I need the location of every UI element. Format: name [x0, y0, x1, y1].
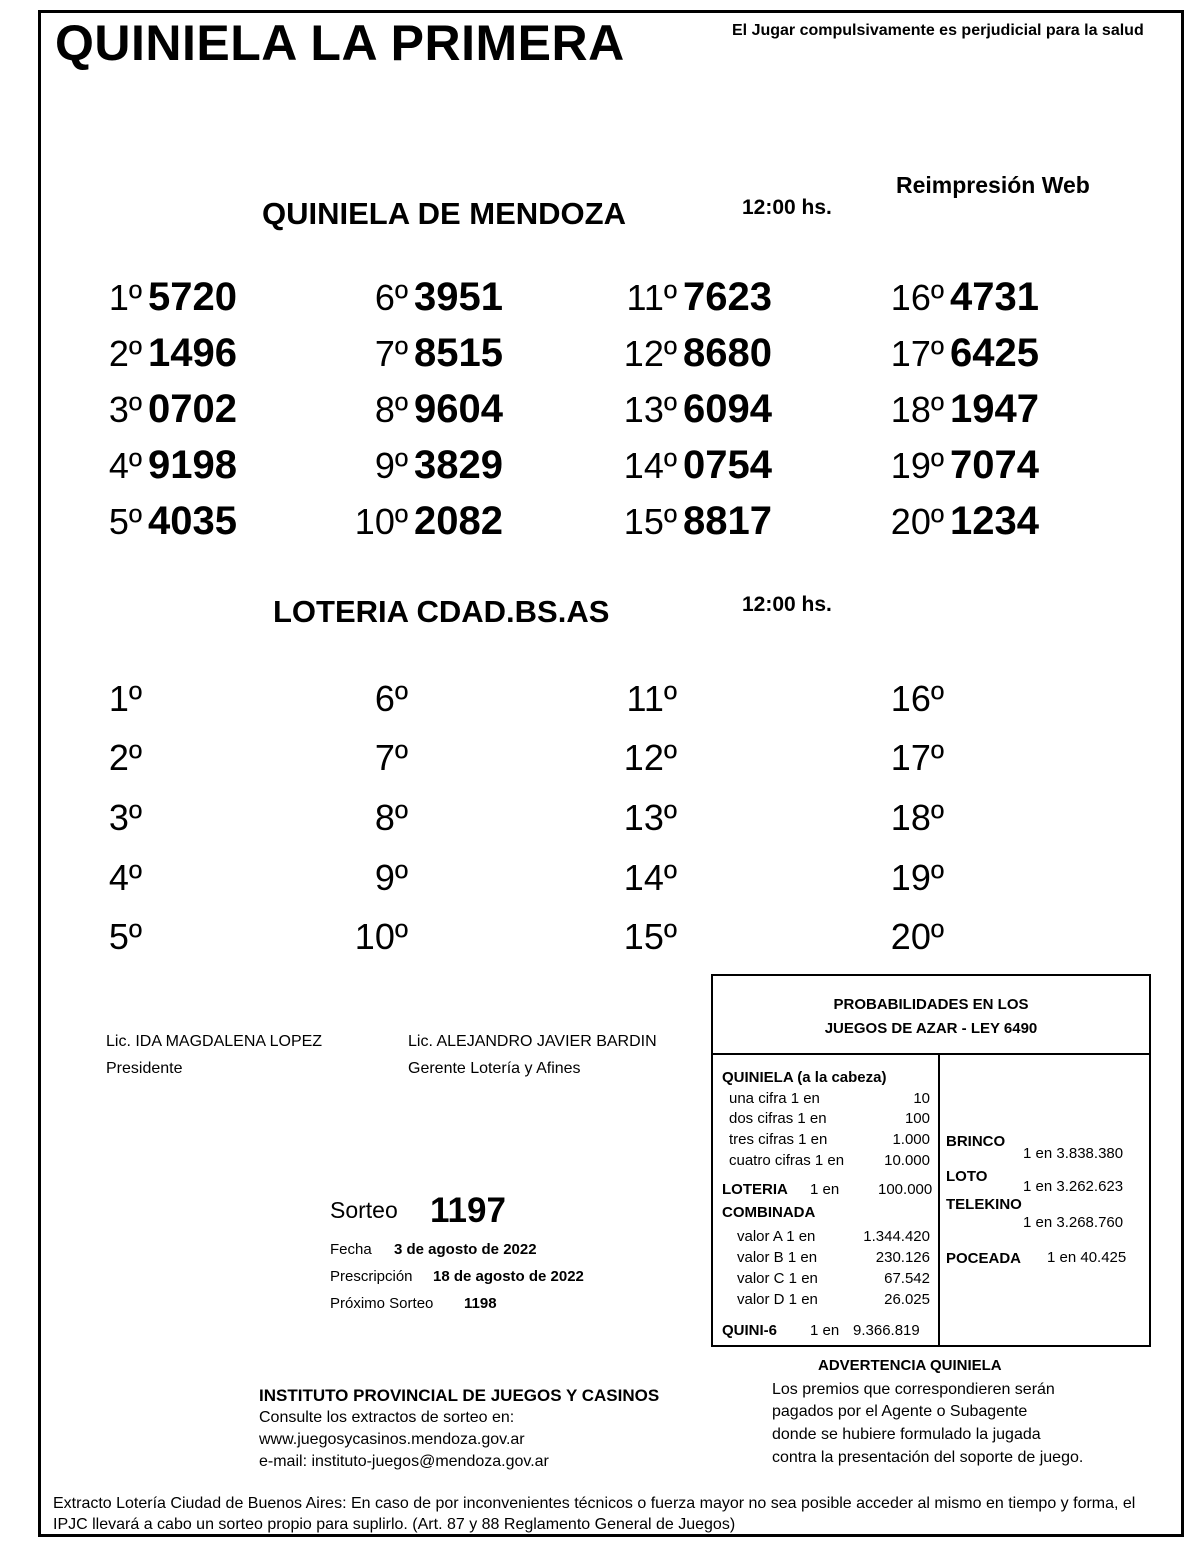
- mendoza-number: 4035: [148, 499, 237, 543]
- mendoza-ordinal: 2º: [108, 333, 142, 374]
- loteria-time: 12:00 hs.: [742, 593, 832, 616]
- institute-name: INSTITUTO PROVINCIAL DE JUEGOS Y CASINOS: [259, 1386, 660, 1405]
- quini6-prob-text: 1 en: [810, 1322, 840, 1339]
- combinada_rows-value: 1.344.420: [863, 1228, 930, 1245]
- combinada_rows-value: 67.542: [884, 1270, 930, 1287]
- loteria-result-8: [348, 795, 414, 840]
- mendoza-ordinal: 20º: [890, 501, 944, 542]
- loteria-result-3: [100, 795, 148, 840]
- manager-role: Gerente Lotería y Afines: [408, 1060, 581, 1077]
- mendoza-number: 7074: [950, 443, 1039, 487]
- loteria-ordinal: 2º: [108, 737, 142, 778]
- poceada-prob-label: POCEADA: [946, 1250, 1022, 1267]
- footer-note: Extracto Lotería Ciudad de Buenos Aires: En caso de por inconvenientes técnicos o fuerza mayor no sea posible acceder al mismo en tiempo y forma, el IPJC llevará a cabo un sorteo propio para suplirlo. (Art. 87 y 88 Reglamento General de Juegos): [53, 1495, 1136, 1533]
- sorteo-label: Sorteo: [330, 1197, 398, 1223]
- quiniela_rows-value: 10.000: [884, 1152, 930, 1169]
- mendoza-result-19: [882, 443, 1039, 488]
- mendoza-number: 5720: [148, 275, 237, 319]
- combinada_rows-label: valor C 1 en: [737, 1270, 818, 1287]
- mendoza-ordinal: 19º: [890, 445, 944, 486]
- loteria-ordinal: 3º: [108, 797, 142, 838]
- mendoza-result-15: [615, 499, 772, 544]
- loteria-result-2: [100, 735, 148, 780]
- institute-line1: Consulte los extractos de sorteo en:: [259, 1409, 515, 1426]
- loteria-ordinal: 9º: [374, 857, 408, 898]
- mendoza-time: 12:00 hs.: [742, 196, 832, 219]
- institute-website: www.juegosycasinos.mendoza.gov.ar: [259, 1431, 525, 1448]
- advertencia-line1: Los premios que correspondieren serán: [772, 1381, 1055, 1398]
- mendoza-title: QUINIELA DE MENDOZA: [262, 196, 626, 231]
- loteria-ordinal: 17º: [890, 737, 944, 778]
- loteria-ordinal: 16º: [890, 678, 944, 719]
- loteria-result-19: [882, 855, 950, 900]
- quiniela_rows-label: una cifra 1 en: [729, 1090, 820, 1107]
- combinada_rows-value: 230.126: [875, 1249, 930, 1266]
- quiniela_rows-label: dos cifras 1 en: [729, 1110, 827, 1127]
- advertencia-title: ADVERTENCIA QUINIELA: [818, 1357, 1002, 1374]
- mendoza-number: 9198: [148, 443, 237, 487]
- advertencia-line2: pagados por el Agente o Subagente: [772, 1403, 1028, 1420]
- loteria-ordinal: 1º: [108, 678, 142, 719]
- loteria-ordinal: 10º: [354, 916, 408, 957]
- mendoza-number: 6425: [950, 331, 1039, 375]
- loteria-result-16: [882, 676, 950, 721]
- mendoza-result-11: [615, 275, 772, 320]
- loteria-result-17: [882, 735, 950, 780]
- mendoza-ordinal: 13º: [623, 389, 677, 430]
- mendoza-number: 3951: [414, 275, 503, 319]
- advertencia-line3: donde se hubiere formulado la jugada: [772, 1426, 1041, 1443]
- mendoza-ordinal: 9º: [374, 445, 408, 486]
- poceada-prob-value: 1 en 40.425: [1047, 1249, 1127, 1266]
- mendoza-number: 8680: [683, 331, 772, 375]
- mendoza-result-6: [348, 275, 503, 320]
- loteria-prob-label: LOTERIA: [722, 1181, 788, 1198]
- proximo-value: 1198: [464, 1295, 497, 1312]
- loteria-ordinal: 4º: [108, 857, 142, 898]
- sorteo-number: 1197: [430, 1191, 506, 1230]
- loteria-ordinal: 13º: [623, 797, 677, 838]
- loteria-title: LOTERIA CDAD.BS.AS: [273, 594, 610, 629]
- loteria-ordinal: 15º: [623, 916, 677, 957]
- loteria-result-10: [348, 914, 414, 959]
- president-name: Lic. IDA MAGDALENA LOPEZ: [106, 1033, 323, 1050]
- mendoza-ordinal: 16º: [890, 277, 944, 318]
- reprint-label: Reimpresión Web: [896, 172, 1090, 198]
- mendoza-ordinal: 14º: [623, 445, 677, 486]
- loteria-ordinal: 5º: [108, 916, 142, 957]
- page-title: QUINIELA LA PRIMERA: [55, 15, 625, 71]
- mendoza-result-3: [100, 387, 237, 432]
- mendoza-result-8: [348, 387, 503, 432]
- probabilities-column-divider: [938, 1053, 940, 1347]
- combinada_rows-value: 26.025: [884, 1291, 930, 1308]
- loteria-ordinal: 6º: [374, 678, 408, 719]
- mendoza-result-1: [100, 275, 237, 320]
- telekino-prob-label: TELEKINO: [946, 1196, 1022, 1213]
- mendoza-ordinal: 15º: [623, 501, 677, 542]
- mendoza-result-12: [615, 331, 772, 376]
- loteria-ordinal: 20º: [890, 916, 944, 957]
- mendoza-number: 2082: [414, 499, 503, 543]
- mendoza-result-14: [615, 443, 772, 488]
- mendoza-ordinal: 10º: [354, 501, 408, 542]
- mendoza-number: 8817: [683, 499, 772, 543]
- mendoza-result-2: [100, 331, 237, 376]
- mendoza-result-16: [882, 275, 1039, 320]
- loteria-result-5: [100, 914, 148, 959]
- mendoza-number: 8515: [414, 331, 503, 375]
- mendoza-ordinal: 3º: [108, 389, 142, 430]
- loteria-result-11: [615, 676, 683, 721]
- mendoza-ordinal: 17º: [890, 333, 944, 374]
- mendoza-ordinal: 4º: [108, 445, 142, 486]
- probabilities-divider: [711, 1053, 1151, 1055]
- mendoza-result-17: [882, 331, 1039, 376]
- probabilities-title-line2: JUEGOS DE AZAR - LEY 6490: [824, 1020, 1038, 1037]
- mendoza-number: 6094: [683, 387, 772, 431]
- loteria-result-13: [615, 795, 683, 840]
- mendoza-number: 3829: [414, 443, 503, 487]
- combinada-prob-label: COMBINADA: [722, 1204, 816, 1221]
- quiniela_rows-label: tres cifras 1 en: [729, 1131, 828, 1148]
- loto-prob-label: LOTO: [946, 1168, 988, 1185]
- advertencia-line4: contra la presentación del soporte de juego.: [772, 1449, 1084, 1466]
- loteria-result-4: [100, 855, 148, 900]
- fecha-value: 3 de agosto de 2022: [394, 1241, 537, 1258]
- combinada_rows-label: valor D 1 en: [737, 1291, 818, 1308]
- mendoza-ordinal: 5º: [108, 501, 142, 542]
- prescripcion-value: 18 de agosto de 2022: [433, 1268, 584, 1285]
- mendoza-result-9: [348, 443, 503, 488]
- mendoza-number: 7623: [683, 275, 772, 319]
- proximo-label: Próximo Sorteo: [330, 1295, 434, 1312]
- mendoza-result-4: [100, 443, 237, 488]
- quiniela_rows-value: 1.000: [892, 1131, 930, 1148]
- quiniela_rows-label: cuatro cifras 1 en: [729, 1152, 845, 1169]
- mendoza-number: 0702: [148, 387, 237, 431]
- mendoza-number: 9604: [414, 387, 503, 431]
- loto-prob-value: 1 en 3.262.623: [1023, 1178, 1124, 1195]
- loteria-result-1: [100, 676, 148, 721]
- mendoza-number: 0754: [683, 443, 772, 487]
- brinco-prob-value: 1 en 3.838.380: [1023, 1145, 1124, 1162]
- loteria-result-9: [348, 855, 414, 900]
- mendoza-ordinal: 12º: [623, 333, 677, 374]
- mendoza-ordinal: 18º: [890, 389, 944, 430]
- loteria-ordinal: 14º: [623, 857, 677, 898]
- loteria-result-14: [615, 855, 683, 900]
- mendoza-number: 1947: [950, 387, 1039, 431]
- loteria-result-18: [882, 795, 950, 840]
- loteria-result-12: [615, 735, 683, 780]
- quini6-prob-value: 9.366.819: [853, 1322, 920, 1339]
- mendoza-ordinal: 6º: [374, 277, 408, 318]
- mendoza-ordinal: 11º: [626, 277, 677, 318]
- loteria-ordinal: 19º: [890, 857, 944, 898]
- mendoza-result-18: [882, 387, 1039, 432]
- quiniela_rows-value: 10: [913, 1090, 930, 1107]
- loteria-ordinal: 12º: [623, 737, 677, 778]
- loteria-ordinal: 11º: [626, 678, 677, 719]
- brinco-prob-label: BRINCO: [946, 1133, 1006, 1150]
- mendoza-number: 1496: [148, 331, 237, 375]
- institute-email: e-mail: instituto-juegos@mendoza.gov.ar: [259, 1453, 549, 1470]
- loteria-result-15: [615, 914, 683, 959]
- quini6-prob-label: QUINI-6: [722, 1322, 778, 1339]
- manager-name: Lic. ALEJANDRO JAVIER BARDIN: [408, 1033, 657, 1050]
- mendoza-ordinal: 7º: [374, 333, 408, 374]
- probabilities-title-line1: PROBABILIDADES EN LOS: [833, 996, 1029, 1013]
- health-warning: El Jugar compulsivamente es perjudicial para la salud: [732, 22, 1144, 39]
- loteria-ordinal: 18º: [890, 797, 944, 838]
- loteria-prob-value: 100.000: [878, 1181, 933, 1198]
- loteria-result-7: [348, 735, 414, 780]
- prescripcion-label: Prescripción: [330, 1268, 413, 1285]
- quiniela_rows-value: 100: [904, 1110, 930, 1127]
- combinada_rows-label: valor A 1 en: [737, 1228, 816, 1245]
- telekino-prob-value: 1 en 3.268.760: [1023, 1214, 1124, 1231]
- mendoza-result-7: [348, 331, 503, 376]
- mendoza-number: 1234: [950, 499, 1039, 543]
- mendoza-ordinal: 1º: [108, 277, 142, 318]
- mendoza-result-5: [100, 499, 237, 544]
- mendoza-result-13: [615, 387, 772, 432]
- loteria-prob-text: 1 en: [810, 1181, 840, 1198]
- combinada_rows-label: valor B 1 en: [737, 1249, 818, 1266]
- mendoza-result-10: [348, 499, 503, 544]
- mendoza-ordinal: 8º: [374, 389, 408, 430]
- mendoza-result-20: [882, 499, 1039, 544]
- quiniela-prob-label: QUINIELA (a la cabeza): [722, 1069, 887, 1086]
- loteria-result-6: [348, 676, 414, 721]
- loteria-result-20: [882, 914, 950, 959]
- president-role: Presidente: [106, 1060, 183, 1077]
- loteria-ordinal: 8º: [374, 797, 408, 838]
- mendoza-number: 4731: [950, 275, 1039, 319]
- fecha-label: Fecha: [330, 1241, 372, 1258]
- loteria-ordinal: 7º: [374, 737, 408, 778]
